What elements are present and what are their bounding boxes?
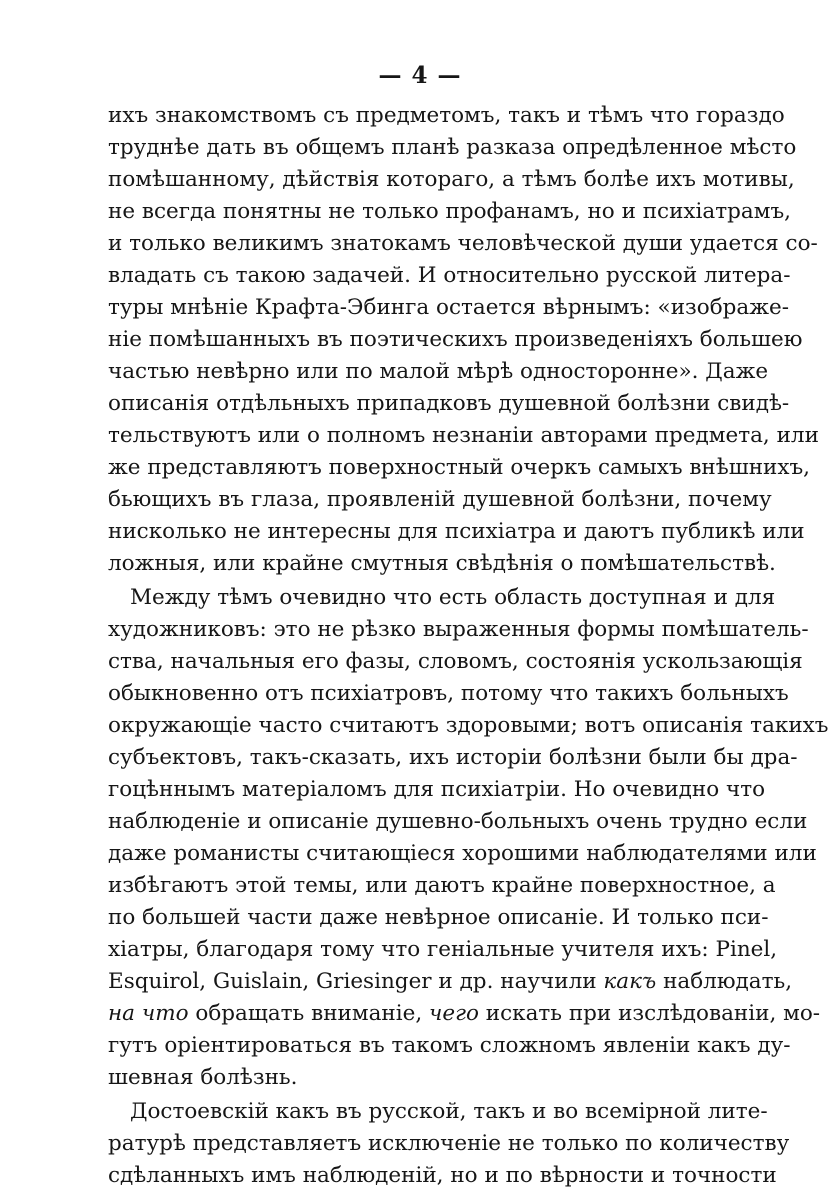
text-line-mixed [108,966,793,998]
text-line: гоцѣннымъ матеріаломъ для психіатріи. Но очевидно что [108,777,766,802]
text-segment: искать при изслѣдованіи, мо- [485,1001,821,1026]
text-line: владать съ такою задачей. И относительно русской литера- [108,263,791,288]
text-line: труднѣе дать въ общемъ планѣ разказа опредѣленное мѣсто [108,135,797,160]
text-line: и только великимъ знатокамъ человѣческой души удается со- [108,231,818,256]
italic-word: на что [108,1001,189,1026]
page-number: — 4 — [378,62,462,89]
text-line: ніе помѣшанныхъ въ поэтическихъ произведеніяхъ большею [108,327,803,352]
text-line: гутъ оріентироваться въ такомъ сложномъ явленіи какъ ду- [108,1033,791,1058]
text-line: ложныя, или крайне смутныя свѣдѣнія о помѣшательствѣ. [108,551,776,576]
text-line: наблюденіе и описаніе душевно-больныхъ очень трудно если [108,809,808,834]
text-line-mixed [108,998,821,1030]
text-line: ратурѣ представляетъ исключеніе не только по количеству [108,1131,790,1156]
text-line: Достоевскій какъ въ русской, такъ и во всемірной лите- [130,1099,768,1124]
text-line: по большей части даже невѣрное описаніе. И только пси- [108,905,769,930]
text-line: ихъ знакомствомъ съ предметомъ, такъ и тѣмъ что гораздо [108,103,785,128]
text-line: тельствуютъ или о полномъ незнаніи авторами предмета, или [108,423,819,448]
text-line: помѣшанному, дѣйствія котораго, а тѣмъ болѣе ихъ мотивы, [108,167,795,192]
italic-word: чего [429,1001,479,1026]
text-line: окружающіе часто считаютъ здоровыми; вотъ описанія такихъ [108,713,829,738]
text-line: избѣгаютъ этой темы, или даютъ крайне поверхностное, а [108,873,776,898]
text-line: частью невѣрно или по малой мѣрѣ односторонне». Даже [108,359,769,384]
text-line: обыкновенно отъ психіатровъ, потому что такихъ больныхъ [108,681,789,706]
text-line: же представляютъ поверхностный очеркъ самыхъ внѣшнихъ, [108,455,811,480]
text-line: художниковъ: это не рѣзко выраженныя формы помѣшатель- [108,617,809,642]
text-line: туры мнѣніе Крафта-Эбинга остается вѣрнымъ: «изображе- [108,295,789,320]
text-line: сдѣланныхъ имъ наблюденій, но и по вѣрности и точности [108,1163,777,1188]
text-line: даже романисты считающіеся хорошими наблюдателями или [108,841,817,866]
text-line: субъектовъ, такъ-сказать, ихъ исторіи болѣзни были бы дра- [108,745,798,770]
text-line: нисколько не интересны для психіатра и даютъ публикѣ или [108,519,805,544]
text-line: бьющихъ въ глаза, проявленій душевной болѣзни, почему [108,487,772,512]
text-line: хіатры, благодаря тому что геніальные учителя ихъ: Pinel, [108,937,778,962]
italic-word: какъ [603,969,657,994]
text-line: шевная болѣзнь. [108,1065,298,1090]
text-line: не всегда понятны не только профанамъ, но и психіатрамъ, [108,199,791,224]
text-line: ства, начальныя его фазы, словомъ, состоянія ускользающія [108,649,803,674]
text-segment: наблюдать, [663,969,793,994]
text-segment: Esquirol, Guislain, Griesinger и др. научили [108,969,597,994]
text-line: Между тѣмъ очевидно что есть область доступная и для [130,585,776,610]
text-segment: обращать вниманіе, [195,1001,423,1026]
text-line: описанія отдѣльныхъ припадковъ душевной болѣзни свидѣ- [108,391,790,416]
